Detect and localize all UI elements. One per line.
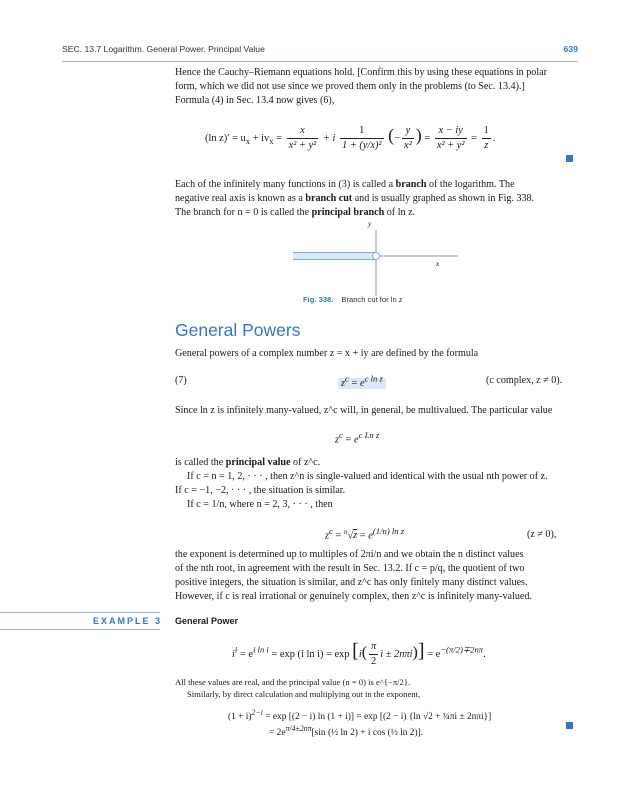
root-condition: (z ≠ 0), [527, 529, 557, 540]
definition-line: General powers of a complex number z = x + iy are defined by the formula [175, 348, 479, 359]
equation-log-derivative: (ln $z)' = u_x + iv_x$ = $\frac{x}{\text{x² + y²}}$ + i $\frac{1}{\text{1 + (y/x)²}}$ (− $\frac{y}{\text{x²}}$ ) = $\frac{x - iy}{\text{x² + y²}}$ = $\frac{1}{z}$ . [205, 124, 496, 151]
branch-paragraph: Each of the infinitely many functions in (3) is called a branch of the logarithm. The negative real axis is known as a branch cut and is usually graphed as shown in Fig. 338. The branch for n = 0 is called the principal branch of ln z. [175, 179, 535, 218]
figure-caption [303, 295, 403, 304]
running-header [62, 40, 578, 56]
equation-principal-value: $z^c = e^{c Ln z}$ [335, 430, 380, 446]
x-axis-label: x [436, 260, 440, 268]
equation-nth-root: $z^c = ^n√z = e^{(1/n) ln z}$ [325, 526, 405, 542]
caption-label: Fig. 338. [303, 295, 334, 304]
intro-line: Hence the Cauchy–Riemann equations hold. [Confirm this by using these equations in polar [175, 67, 547, 78]
header-rule [62, 61, 578, 62]
y-axis-label: y [368, 220, 372, 228]
closing-paragraph: the exponent is determined up to multiples of 2πi/n and we obtain the n distinct values of the nth root, in agreement with the result in Sec. 13.2. If c = p/q, the quotient of two positive integers, the situation is similar, and z^c has only finitely many distinct values. However, if c is real irrational or genuinely complex, then z^c is infinitely many-valued. [175, 549, 532, 602]
end-of-example-square [566, 722, 573, 729]
branch-cut-figure [290, 218, 460, 298]
branch-cut-band [293, 252, 376, 260]
example-title: General Power [175, 616, 239, 626]
equation-one-plus-i-line2: = $2e^{\pi/4\pm 2n\pi}[\sin$ (½ ln 2) + i cos (½ ln 2)]. [269, 724, 424, 739]
fraction: $\frac{x - iy}{\text{x² + y²}}$ [436, 125, 465, 151]
since-line: Since ln z is infinitely many-valued, z^c will, in general, be multivalued. The particular value [175, 405, 553, 416]
end-of-proof-square [566, 155, 573, 162]
caption-text: Branch cut for ln z [341, 295, 403, 304]
section-title: General Powers [175, 320, 301, 340]
equation-number: (7) [175, 375, 187, 386]
fraction: $\frac{x}{\text{x² + y²}}$ [288, 125, 317, 151]
intro-line: form, which we did not use since we proved them only in the problems (to Sec. 13.4).] [175, 81, 525, 92]
cases-paragraph: is called the principal value of z^c. If c = n = 1, 2, · · · , then z^n is single-valued and identical with the usual nth power of z. If c = −1, −2, · · · , the situation is similar. If c = 1/n, where n = 2, 3, · · · , then [175, 457, 548, 510]
equation-condition: (c complex, z ≠ 0). [486, 375, 563, 386]
fraction: $\frac{\pi}{2}$ [371, 641, 377, 667]
example-notes: All these values are real, and the principal value (n = 0) is e^{−π/2}. Similarly, by direct calculation and multiplying out in the exponent, [175, 677, 421, 699]
fraction: $\frac{1}{z}$ [483, 125, 489, 151]
fraction: $\frac{1}{\text{1 + (y/x)²}}$ [342, 125, 382, 151]
intro-line: Formula (4) in Sec. 13.4 now gives (6), [175, 95, 335, 106]
equation-general-power: $z^c = e^{c ln z}$ [338, 372, 386, 391]
example-label: EXAMPLE 3 [92, 616, 162, 626]
equation-one-plus-i-line1: $(1 + i)^{2-i} = \exp [(2 - i)$ ln (1 + i)] = exp [(2 − i) {ln √2 + ¼πi ± 2nπi}] [228, 708, 492, 723]
equation-i-to-i: $i^i = e^{i ln i} = \exp (i$ ln i) = exp [i( $\frac{\pi}{2}$ $i \pm 2n\pi i)] = e^{-(\pi/2)\mp 2n\pi}$. [232, 639, 486, 667]
origin-point [373, 253, 380, 260]
section-header: SEC. 13.7 Logarithm. General Power. Principal Value [62, 44, 265, 54]
intro-paragraph [175, 66, 580, 108]
fraction: $\frac{y}{\text{x²}}$ [404, 125, 412, 151]
page-number: 639 [563, 44, 578, 54]
